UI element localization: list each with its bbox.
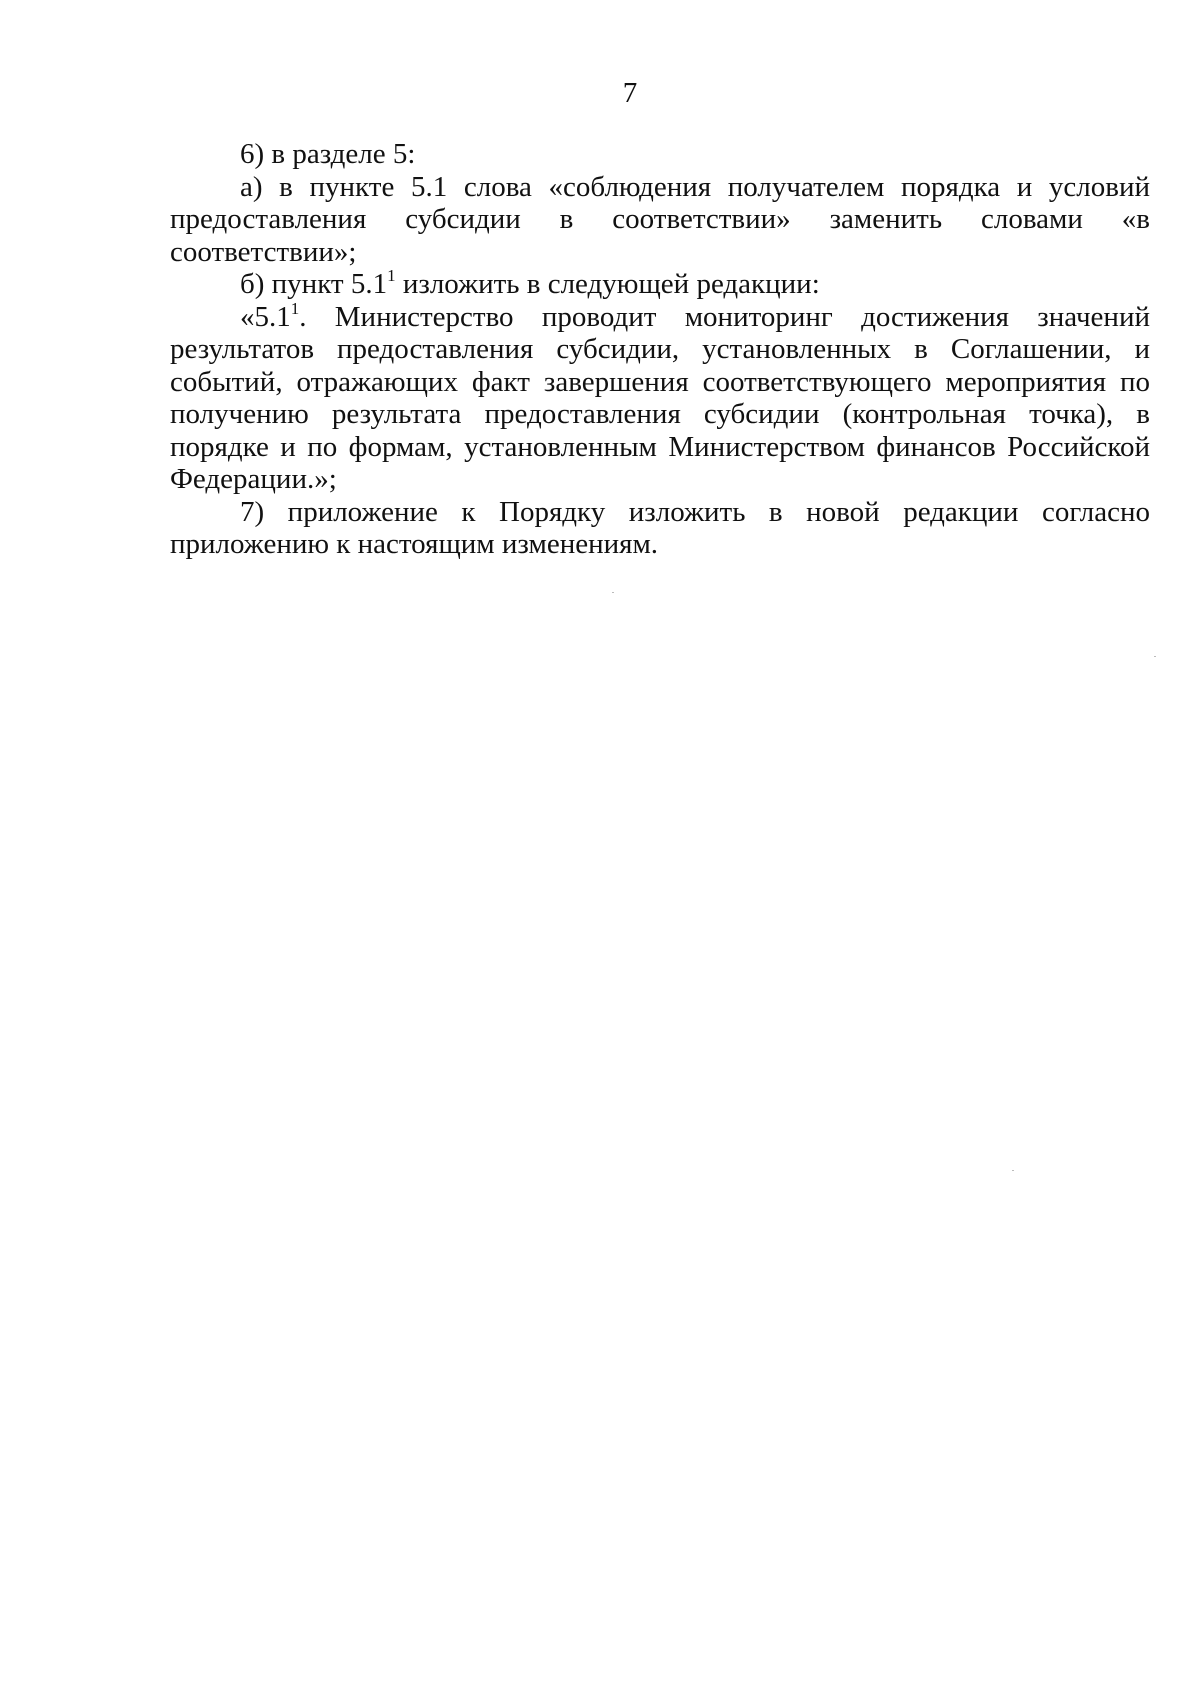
paragraph-text: . Министерство проводит мониторинг достижения значений результатов предоставления субсидии, установленных в Соглашении, и событий, отражающих факт завершения соответствующего мероприятия по получению результата предоставления субсидии (контрольная точка), в порядке и по формам, установленным Министерством финансов Российской Федерации.»; bbox=[170, 300, 1150, 495]
paragraph-point-5-1-1-text bbox=[170, 298, 1150, 496]
scan-speck bbox=[1012, 1170, 1014, 1171]
document-body bbox=[170, 138, 1150, 561]
paragraph-appendix-amendment: 7) приложение к Порядку изложить в новой редакции согласно приложению к настоящим изменениям. bbox=[170, 495, 1150, 560]
scan-speck bbox=[1154, 656, 1156, 657]
paragraph-point-5-1-amendment: а) в пункте 5.1 слова «соблюдения получателем порядка и условий предоставления субсидии в соответствии» заменить словами «в соответствии»; bbox=[170, 170, 1150, 268]
paragraph-text: б) пункт 5.1 bbox=[240, 268, 388, 300]
superscript: 1 bbox=[290, 298, 300, 318]
scan-speck bbox=[612, 592, 614, 593]
paragraph-text: «5.1 bbox=[240, 300, 291, 333]
superscript: 1 bbox=[387, 266, 396, 285]
paragraph-text: изложить в следующей редакции: bbox=[395, 268, 820, 300]
paragraph-section-5-heading: 6) в разделе 5: bbox=[240, 138, 416, 170]
paragraph-point-5-1-1-intro bbox=[170, 268, 1150, 301]
page-number: 7 bbox=[622, 77, 638, 109]
